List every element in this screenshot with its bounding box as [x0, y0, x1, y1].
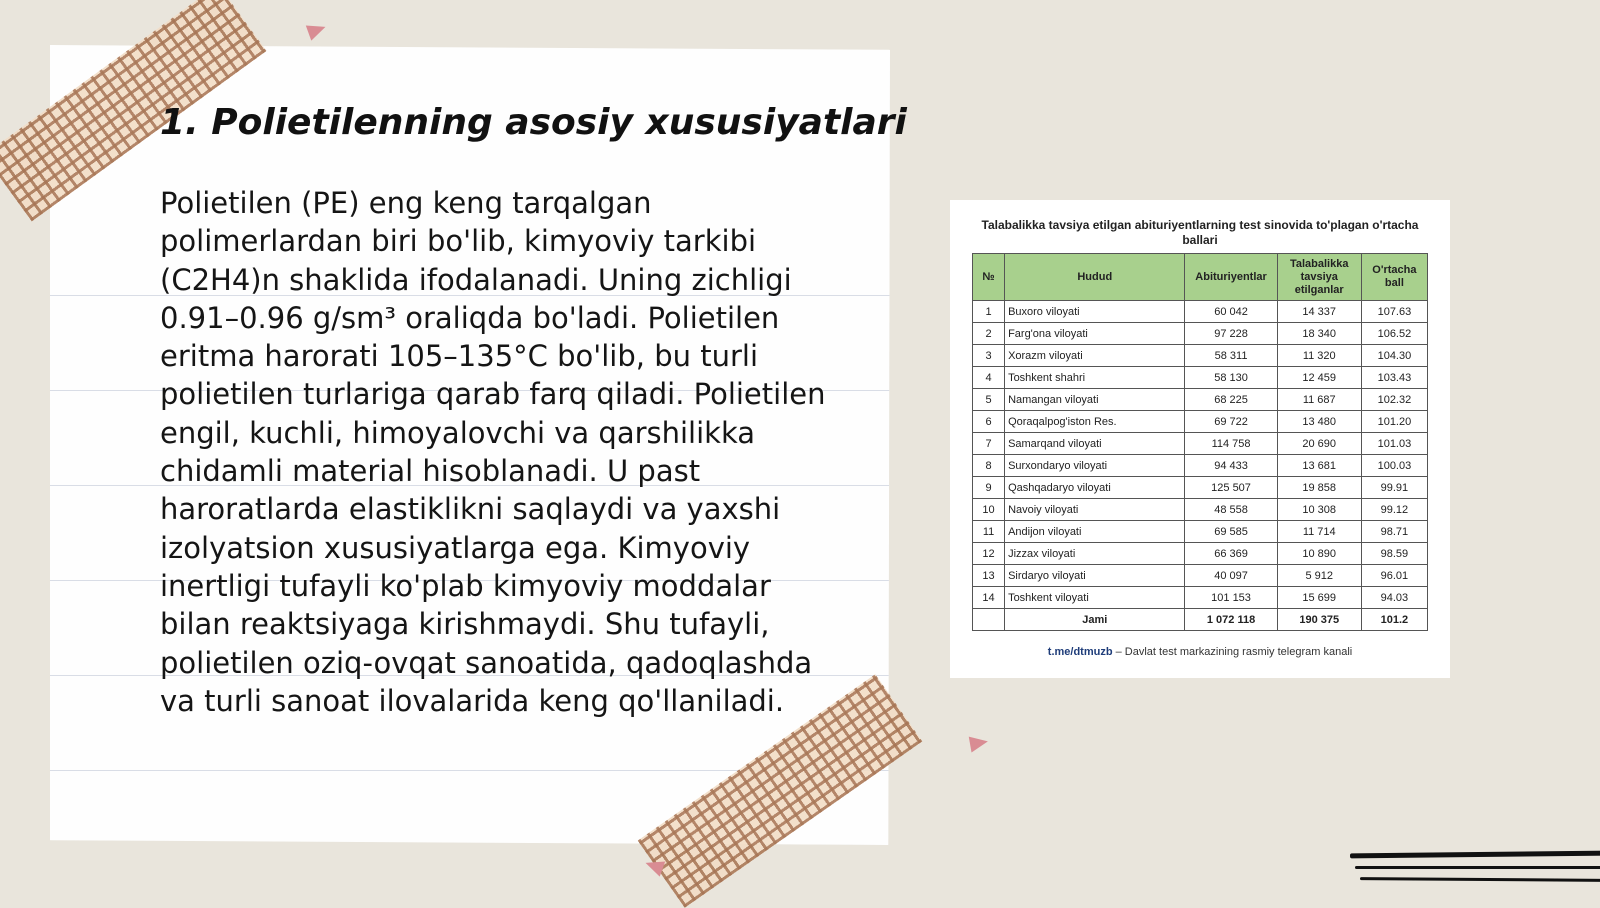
- tape-pink-tip: [969, 734, 990, 753]
- table-cell: 13 681: [1277, 455, 1361, 477]
- table-row: [973, 345, 1428, 367]
- table-cell: 11 687: [1277, 389, 1361, 411]
- header-average-score: O'rtacha ball: [1361, 254, 1427, 301]
- table-total-cell: 1 072 118: [1185, 609, 1277, 631]
- table-cell: Navoiy viloyati: [1005, 499, 1185, 521]
- table-cell: Samarqand viloyati: [1005, 433, 1185, 455]
- table-body: [973, 301, 1428, 631]
- table-cell: Buxoro viloyati: [1005, 301, 1185, 323]
- table-cell: 125 507: [1185, 477, 1277, 499]
- table-cell: 66 369: [1185, 543, 1277, 565]
- table-header-row: [973, 254, 1428, 301]
- table-cell: 99.12: [1361, 499, 1427, 521]
- brush-stroke: [1350, 851, 1600, 859]
- table-cell: 10: [973, 499, 1005, 521]
- table-cell: 6: [973, 411, 1005, 433]
- table-cell: 18 340: [1277, 323, 1361, 345]
- table-cell: 58 311: [1185, 345, 1277, 367]
- table-cell: 58 130: [1185, 367, 1277, 389]
- table-cell: 12: [973, 543, 1005, 565]
- table-row: [973, 543, 1428, 565]
- table-cell: 106.52: [1361, 323, 1427, 345]
- table-cell: 101 153: [1185, 587, 1277, 609]
- table-total-cell: Jami: [1005, 609, 1185, 631]
- table-cell: 100.03: [1361, 455, 1427, 477]
- table-row: [973, 389, 1428, 411]
- table-cell: 4: [973, 367, 1005, 389]
- table-cell: 13: [973, 565, 1005, 587]
- table-cell: 19 858: [1277, 477, 1361, 499]
- table-row: [973, 477, 1428, 499]
- table-image-card: [950, 200, 1450, 678]
- table-cell: Toshkent viloyati: [1005, 587, 1185, 609]
- table-row: [973, 367, 1428, 389]
- table-cell: 98.59: [1361, 543, 1427, 565]
- table-cell: 14: [973, 587, 1005, 609]
- table-cell: Surxondaryo viloyati: [1005, 455, 1185, 477]
- table-total-row: [973, 609, 1428, 631]
- table-cell: 94 433: [1185, 455, 1277, 477]
- table-cell: 98.71: [1361, 521, 1427, 543]
- table-cell: 104.30: [1361, 345, 1427, 367]
- table-cell: 96.01: [1361, 565, 1427, 587]
- table-row: [973, 301, 1428, 323]
- table-cell: 20 690: [1277, 433, 1361, 455]
- table-cell: 94.03: [1361, 587, 1427, 609]
- table-cell: 48 558: [1185, 499, 1277, 521]
- header-region: Hudud: [1005, 254, 1185, 301]
- table-cell: 40 097: [1185, 565, 1277, 587]
- table-cell: 1: [973, 301, 1005, 323]
- table-row: [973, 411, 1428, 433]
- slide-title: 1. Polietilenning asosiy xususiyatlari: [160, 102, 907, 143]
- table-total-cell: [973, 609, 1005, 631]
- telegram-link[interactable]: t.me/dtmuzb: [1047, 646, 1113, 658]
- table-total-cell: 190 375: [1277, 609, 1361, 631]
- table-cell: 10 308: [1277, 499, 1361, 521]
- table-cell: 3: [973, 345, 1005, 367]
- table-cell: 14 337: [1277, 301, 1361, 323]
- table-cell: 107.63: [1361, 301, 1427, 323]
- table-cell: Qashqadaryo viloyati: [1005, 477, 1185, 499]
- tape-pink-tip: [306, 19, 328, 40]
- table-cell: 15 699: [1277, 587, 1361, 609]
- table-cell: 60 042: [1185, 301, 1277, 323]
- brush-stroke: [1355, 866, 1600, 869]
- table-row: [973, 521, 1428, 543]
- table-cell: Sirdaryo viloyati: [1005, 565, 1185, 587]
- table-cell: 99.91: [1361, 477, 1427, 499]
- slide-body-text: Polietilen (PE) eng keng tarqalgan polimerlardan biri bo'lib, kimyoviy tarkibi (C2H4)n shaklida ifodalanadi. Uning zichligi 0.91–0.96 g/sm³ oraliqda bo'ladi. Polietilen eritma harorati 105–135°C bo'lib, bu turli polietilen turlariga qarab farq qiladi. Polietilen engil, kuchli, himoyalovchi va qarshilikka chidamli material hisoblanadi. U past haroratlarda elastiklikni saqlaydi va yaxshi izolyatsion xususiyatlarga ega. Kimyoviy inertligi tufayli ko'plab kimyoviy moddalar bilan reaktsiyaga kirishmaydi. Shu tufayli, polietilen oziq-ovqat sanoatida, qadoqlashda va turli sanoat ilovalarida keng qo'llaniladi.: [160, 186, 826, 718]
- table-cell: 5 912: [1277, 565, 1361, 587]
- header-applicants: Abituriyentlar: [1185, 254, 1277, 301]
- table-row: [973, 323, 1428, 345]
- table-row: [973, 565, 1428, 587]
- table-cell: Jizzax viloyati: [1005, 543, 1185, 565]
- table-cell: Namangan viloyati: [1005, 389, 1185, 411]
- table-cell: Farg'ona viloyati: [1005, 323, 1185, 345]
- table-cell: Toshkent shahri: [1005, 367, 1185, 389]
- table-title: Talabalikka tavsiya etilgan abituriyentlarning test sinovida to'plagan o'rtacha ballari: [981, 218, 1419, 247]
- table-cell: 101.03: [1361, 433, 1427, 455]
- table-cell: 69 722: [1185, 411, 1277, 433]
- table-total-cell: 101.2: [1361, 609, 1427, 631]
- table-cell: 2: [973, 323, 1005, 345]
- table-cell: 97 228: [1185, 323, 1277, 345]
- table-cell: 10 890: [1277, 543, 1361, 565]
- table-cell: Qoraqalpog'iston Res.: [1005, 411, 1185, 433]
- table-row: [973, 587, 1428, 609]
- table-cell: 11 320: [1277, 345, 1361, 367]
- results-table: [972, 253, 1428, 631]
- table-footer: [970, 646, 1430, 658]
- table-row: [973, 433, 1428, 455]
- table-cell: 68 225: [1185, 389, 1277, 411]
- table-cell: 114 758: [1185, 433, 1277, 455]
- table-cell: 103.43: [1361, 367, 1427, 389]
- brush-stroke: [1360, 877, 1600, 882]
- header-recommended: Talabalikka tavsiya etilganlar: [1277, 254, 1361, 301]
- table-cell: 102.32: [1361, 389, 1427, 411]
- footer-caption: – Davlat test markazining rasmiy telegram kanali: [1112, 646, 1353, 658]
- table-cell: 9: [973, 477, 1005, 499]
- table-cell: 11 714: [1277, 521, 1361, 543]
- table-cell: 8: [973, 455, 1005, 477]
- table-cell: 101.20: [1361, 411, 1427, 433]
- table-cell: 13 480: [1277, 411, 1361, 433]
- table-cell: Xorazm viloyati: [1005, 345, 1185, 367]
- table-cell: 5: [973, 389, 1005, 411]
- table-row: [973, 499, 1428, 521]
- table-cell: 12 459: [1277, 367, 1361, 389]
- table-cell: 69 585: [1185, 521, 1277, 543]
- table-cell: 7: [973, 433, 1005, 455]
- table-cell: Andijon viloyati: [1005, 521, 1185, 543]
- header-number: №: [973, 254, 1005, 301]
- table-row: [973, 455, 1428, 477]
- table-cell: 11: [973, 521, 1005, 543]
